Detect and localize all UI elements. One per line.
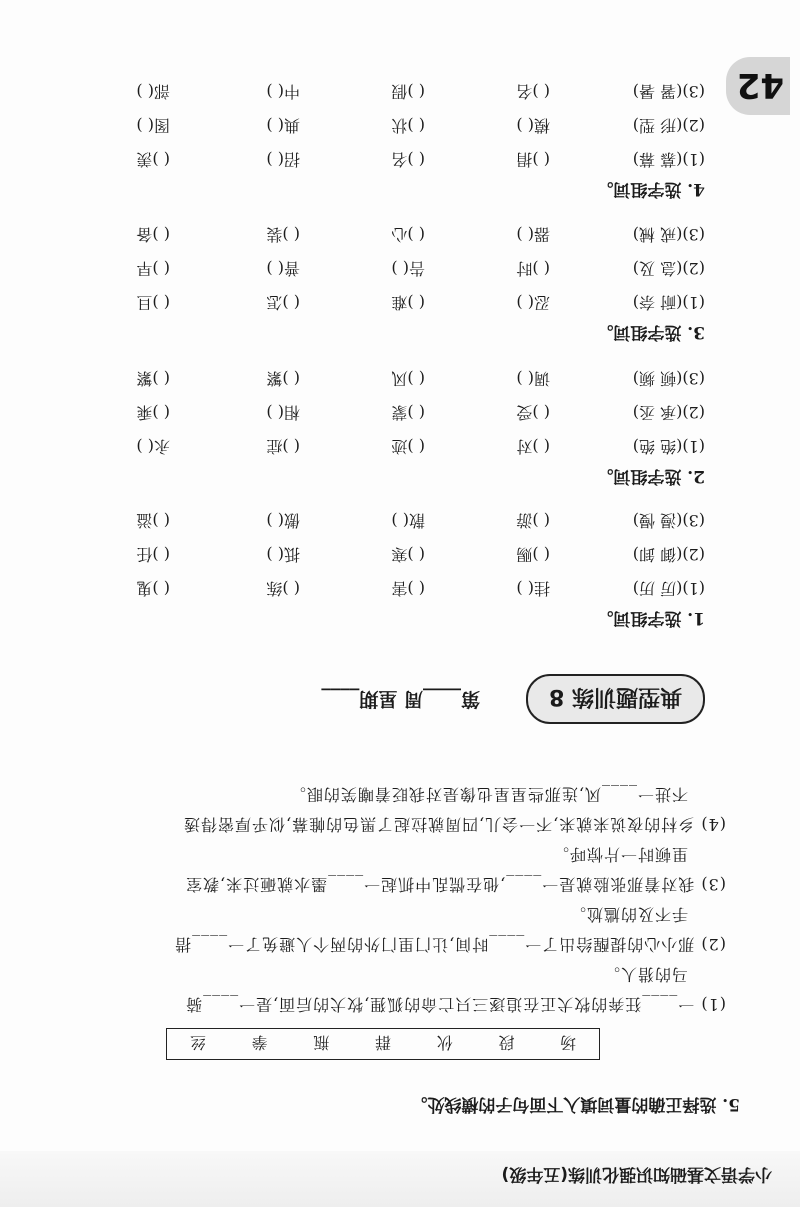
word-option: 拳 [251,1033,268,1053]
answer-blank[interactable]: ( )赐 [516,545,550,564]
answer-blank[interactable]: 典( ) [266,116,300,135]
char-pair-label: (2)(形 型) [632,116,705,135]
q5-line: 里顿时一片惊呼。 [551,845,688,864]
answer-blank[interactable]: 抵( ) [266,545,300,564]
answer-blank[interactable]: ( )难 [391,293,425,312]
answer-blank[interactable]: ( )名 [391,150,425,169]
answer-blank[interactable]: 永( ) [136,437,170,456]
answer-blank[interactable]: 忍( ) [516,293,550,312]
q5-line: (1) 一____狂奔的牧犬正在追逐三只亡命的狐狸,牧犬的后面,是一____骑 [185,995,726,1014]
answer-blank[interactable]: ( )繁 [136,369,170,388]
answer-blank[interactable]: ( )对 [516,437,550,456]
answer-blank[interactable]: 普( ) [266,259,300,278]
q5-line: 马的猎人。 [602,965,688,984]
answer-blank[interactable]: ( )蒙 [391,403,425,422]
answer-blank[interactable]: ( )受 [516,403,550,422]
book-title: 小学语文基础知识强化训练(五年级) [501,1164,772,1184]
section-banner-label: 典型题训练 8 [549,684,682,710]
char-pair-label: (3)(顿 频) [632,369,705,388]
word-option: 段 [498,1033,515,1053]
answer-blank[interactable]: 散( ) [391,511,425,530]
question-title: 4. 选字组词。 [596,179,705,199]
char-pair-label: (3)(漫 慢) [632,511,705,530]
week-day-line: 第____周 星期____ [321,688,480,710]
char-pair-label: (3)(戒 械) [632,225,705,244]
answer-blank[interactable]: 挂( ) [516,579,550,598]
answer-blank[interactable]: ( )游 [516,511,550,530]
answer-blank[interactable]: ( )捐 [516,150,550,169]
page-number: 42 [736,65,784,105]
answer-blank[interactable]: ( )任 [136,545,170,564]
answer-blank[interactable]: ( )鬼 [136,579,170,598]
question-title: 1. 选字组词。 [596,608,705,628]
char-pair-label: (2)(急 及) [632,259,705,278]
q5-line: (4) 乡村的夜说来就来,不一会儿,四周就拉起了黑色的帷幕,似乎厚密得透 [182,815,726,834]
answer-blank[interactable]: ( )备 [136,225,170,244]
q5-line: 不进一____风,连那些星星也像是对我眨着嘲笑的眼。 [288,785,688,804]
word-choice-box [166,1028,600,1060]
answer-blank[interactable]: ( )症 [266,437,300,456]
char-pair-label: (1)(厉 历) [632,579,705,598]
answer-blank[interactable]: ( )心 [391,225,425,244]
answer-blank[interactable]: ( )迹 [391,437,425,456]
answer-blank[interactable]: 中( ) [266,82,300,101]
answer-blank[interactable]: ( )练 [266,579,300,598]
char-pair-label: (1)(慕 幕) [632,150,705,169]
answer-blank[interactable]: ( )旦 [136,293,170,312]
answer-blank[interactable]: ( )乘 [136,403,170,422]
answer-blank[interactable]: 告( ) [391,259,425,278]
answer-blank[interactable]: ( )名 [516,82,550,101]
q5-line: (3) 我对着那张脸就是一____,他在慌乱中抓起一____墨水就砸过来,教室 [185,875,726,894]
question-title: 2. 选字组词。 [596,466,705,486]
q5-line: (2) 那小心的提醒给出了一____时间,让门里门外的两个人避免了一____措 [174,935,726,954]
char-pair-label: (1)(绝 绝) [632,437,705,456]
answer-blank[interactable]: ( )装 [266,225,300,244]
word-option: 伙 [436,1033,453,1053]
answer-blank[interactable]: ( )早 [136,259,170,278]
q5-title: 5. 选择正确的量词填入下面句子的横线处。 [410,1094,740,1114]
question-title: 3. 选字组词。 [596,322,705,342]
q5-line: 手不及的尴尬。 [568,905,688,924]
answer-blank[interactable]: 调( ) [516,369,550,388]
answer-blank[interactable]: ( )羡 [136,150,170,169]
word-option: 丝 [189,1033,206,1053]
answer-blank[interactable]: 相( ) [266,403,300,422]
word-option: 场 [560,1033,577,1053]
answer-blank[interactable]: 图( ) [136,116,170,135]
char-pair-label: (1)(耐 奈) [632,293,705,312]
char-pair-label: (3)(署 暑) [632,82,705,101]
answer-blank[interactable]: 傲( ) [266,511,300,530]
answer-blank[interactable]: ( )状 [391,116,425,135]
answer-blank[interactable]: ( )溢 [136,511,170,530]
answer-blank[interactable]: 器( ) [516,225,550,244]
answer-blank[interactable]: 招( ) [266,150,300,169]
answer-blank[interactable]: ( )时 [516,259,550,278]
answer-blank[interactable]: ( )害 [391,579,425,598]
answer-blank[interactable]: ( )假 [391,82,425,101]
answer-blank[interactable]: 模( ) [516,116,550,135]
answer-blank[interactable]: ( )怎 [266,293,300,312]
word-option: 瓶 [313,1033,330,1053]
section-banner [526,674,705,724]
answer-blank[interactable]: 部( ) [136,82,170,101]
word-option: 群 [375,1033,392,1053]
answer-blank[interactable]: ( )风 [391,369,425,388]
char-pair-label: (2)(御 卸) [632,545,705,564]
answer-blank[interactable]: ( )繁 [266,369,300,388]
char-pair-label: (2)(承 丞) [632,403,705,422]
answer-blank[interactable]: ( )寒 [391,545,425,564]
